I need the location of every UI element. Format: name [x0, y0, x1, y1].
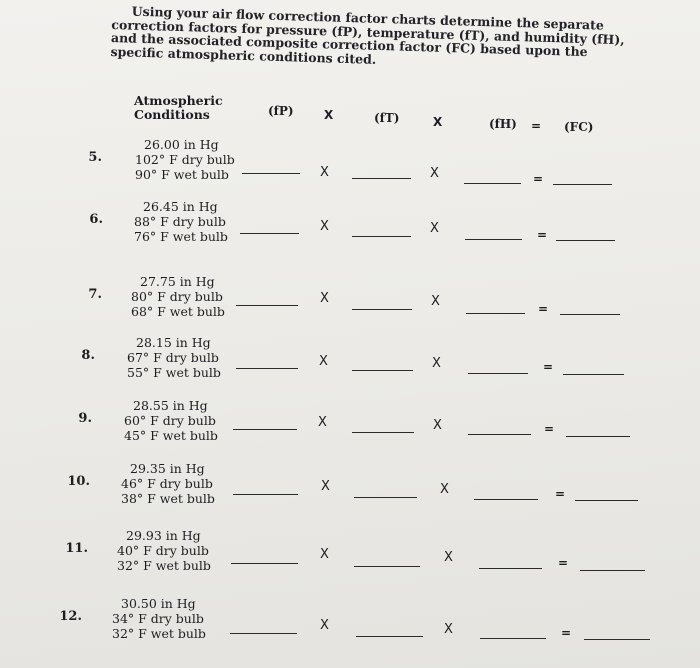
fc-answer-blank[interactable] — [575, 500, 638, 501]
atmospheric-conditions — [135, 137, 235, 182]
dry-bulb-value: 46° F dry bulb — [121, 476, 213, 491]
fh-answer-blank[interactable] — [468, 434, 531, 435]
problem-number: 8. — [81, 348, 95, 363]
dry-bulb-value: 80° F dry bulb — [131, 289, 223, 304]
fc-answer-blank[interactable] — [566, 436, 630, 437]
dry-bulb-value: 102° F dry bulb — [135, 152, 235, 167]
atmospheric-conditions — [127, 335, 221, 380]
fc-answer-blank[interactable] — [563, 374, 624, 375]
atmospheric-conditions — [117, 528, 211, 573]
header-fc: (FC) — [564, 120, 594, 134]
wet-bulb-value: 55° F wet bulb — [127, 365, 221, 380]
fc-answer-blank[interactable] — [556, 240, 615, 241]
times-sign: X — [321, 479, 330, 494]
header-conditions-line2: Conditions — [134, 107, 210, 122]
equals-sign: = — [561, 626, 572, 640]
times-sign: X — [431, 294, 440, 309]
fp-answer-blank[interactable] — [233, 429, 297, 430]
fh-answer-blank[interactable] — [468, 373, 528, 374]
problem-number: 9. — [78, 411, 92, 426]
times-sign: X — [320, 618, 329, 633]
equals-sign: = — [537, 228, 548, 242]
wet-bulb-value: 76° F wet bulb — [134, 229, 228, 244]
fp-answer-blank[interactable] — [240, 233, 299, 234]
wet-bulb-value: 32° F wet bulb — [117, 558, 211, 573]
fh-answer-blank[interactable] — [466, 313, 525, 314]
fh-answer-blank[interactable] — [474, 499, 538, 500]
equals-sign: = — [555, 487, 566, 501]
fp-answer-blank[interactable] — [231, 563, 298, 564]
ft-answer-blank[interactable] — [352, 178, 411, 179]
header-fh: (fH) — [489, 117, 517, 131]
equals-sign: = — [558, 556, 569, 570]
pressure-value: 30.50 in Hg — [121, 596, 196, 611]
dry-bulb-value: 40° F dry bulb — [117, 543, 209, 558]
header-equals: = — [531, 119, 542, 133]
wet-bulb-value: 68° F wet bulb — [131, 304, 225, 319]
times-sign: X — [318, 415, 327, 430]
header-times-1: X — [324, 108, 334, 122]
atmospheric-conditions — [121, 461, 215, 506]
dry-bulb-value: 60° F dry bulb — [124, 413, 216, 428]
fh-answer-blank[interactable] — [465, 239, 522, 240]
problem-number: 11. — [65, 541, 88, 556]
atmospheric-conditions — [124, 398, 218, 443]
instructions-paragraph — [110, 4, 631, 73]
fc-answer-blank[interactable] — [584, 639, 650, 640]
pressure-value: 28.55 in Hg — [133, 398, 208, 413]
dry-bulb-value: 34° F dry bulb — [112, 611, 204, 626]
times-sign: X — [444, 622, 453, 637]
pressure-value: 26.00 in Hg — [144, 137, 219, 152]
fh-answer-blank[interactable] — [464, 183, 521, 184]
times-sign: X — [320, 165, 329, 180]
fp-answer-blank[interactable] — [233, 494, 298, 495]
times-sign: X — [444, 550, 453, 565]
dry-bulb-value: 67° F dry bulb — [127, 350, 219, 365]
dry-bulb-value: 88° F dry bulb — [134, 214, 226, 229]
atmospheric-conditions — [134, 199, 228, 244]
times-sign: X — [433, 418, 442, 433]
problem-number: 12. — [59, 609, 82, 624]
header-conditions — [134, 94, 223, 122]
pressure-value: 29.35 in Hg — [130, 461, 205, 476]
atmospheric-conditions — [112, 596, 206, 641]
wet-bulb-value: 90° F wet bulb — [135, 167, 229, 182]
times-sign: X — [320, 291, 329, 306]
problem-number: 5. — [88, 150, 102, 165]
times-sign: X — [320, 547, 329, 562]
fh-answer-blank[interactable] — [479, 568, 542, 569]
ft-answer-blank[interactable] — [354, 497, 417, 498]
ft-answer-blank[interactable] — [352, 370, 413, 371]
times-sign: X — [319, 354, 328, 369]
pressure-value: 29.93 in Hg — [126, 528, 201, 543]
wet-bulb-value: 32° F wet bulb — [112, 626, 206, 641]
ft-answer-blank[interactable] — [352, 236, 411, 237]
equals-sign: = — [543, 360, 554, 374]
instructions-text: Using your air flow correction factor charts determine the separate correction factors for pressure (fP), temperature (fT), and humidity (fH), and the associated composite correction factor (FC) based upon the specific atmospheric conditions cited. — [110, 3, 625, 67]
ft-answer-blank[interactable] — [352, 432, 414, 433]
fp-answer-blank[interactable] — [236, 368, 298, 369]
fc-answer-blank[interactable] — [553, 184, 612, 185]
times-sign: X — [430, 166, 439, 181]
header-ft: (fT) — [374, 111, 400, 125]
pressure-value: 27.75 in Hg — [140, 274, 215, 289]
equals-sign: = — [544, 422, 555, 436]
fp-answer-blank[interactable] — [236, 305, 298, 306]
times-sign: X — [432, 356, 441, 371]
times-sign: X — [430, 221, 439, 236]
equals-sign: = — [538, 302, 549, 316]
header-times-2: X — [433, 115, 443, 129]
pressure-value: 28.15 in Hg — [136, 335, 211, 350]
wet-bulb-value: 45° F wet bulb — [124, 428, 218, 443]
fc-answer-blank[interactable] — [560, 314, 620, 315]
pressure-value: 26.45 in Hg — [143, 199, 218, 214]
ft-answer-blank[interactable] — [354, 566, 420, 567]
times-sign: X — [320, 219, 329, 234]
fp-answer-blank[interactable] — [242, 173, 300, 174]
times-sign: X — [440, 482, 449, 497]
problem-number: 6. — [89, 212, 103, 227]
problem-number: 10. — [67, 474, 90, 489]
header-fp: (fP) — [268, 104, 294, 118]
ft-answer-blank[interactable] — [356, 636, 423, 637]
fh-answer-blank[interactable] — [480, 638, 546, 639]
atmospheric-conditions — [131, 274, 225, 319]
problem-number: 7. — [88, 287, 102, 302]
header-conditions-line1: Atmospheric — [134, 93, 223, 108]
equals-sign: = — [533, 172, 544, 186]
fc-answer-blank[interactable] — [580, 570, 645, 571]
fp-answer-blank[interactable] — [230, 633, 297, 634]
wet-bulb-value: 38° F wet bulb — [121, 491, 215, 506]
ft-answer-blank[interactable] — [352, 309, 412, 310]
